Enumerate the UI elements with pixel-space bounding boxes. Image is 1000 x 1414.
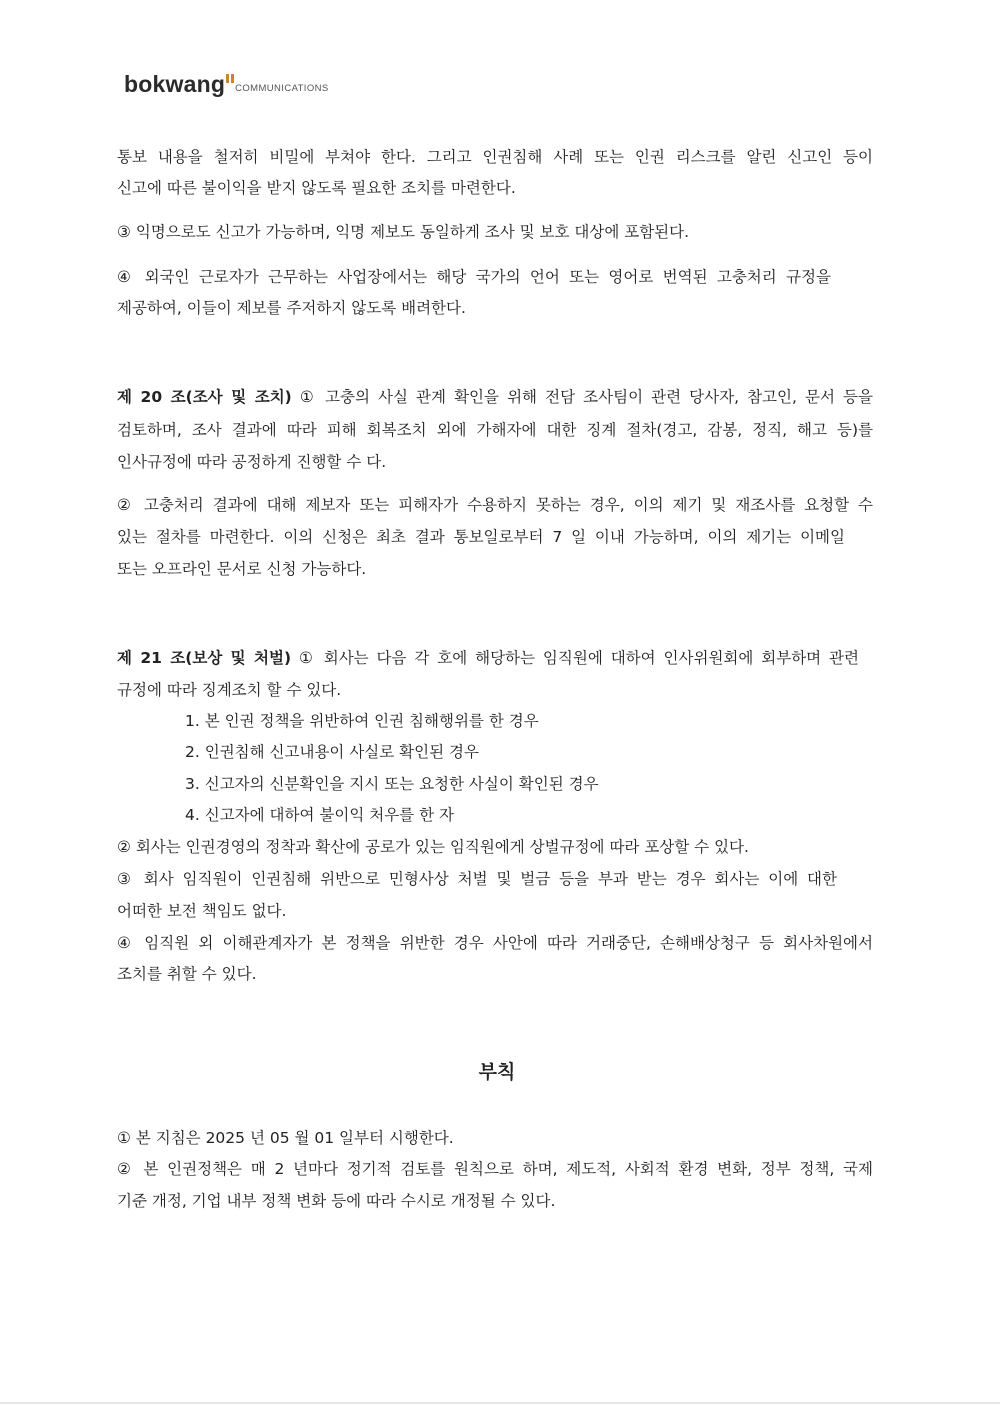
list-item: 4. 신고자에 대하여 불이익 처우를 한 자 (185, 806, 454, 824)
article-21-clause-4-cont: 조치를 취할 수 있다. (117, 965, 257, 983)
article-21-clause-3-cont: 어떠한 보전 책임도 없다. (117, 902, 287, 920)
article-21-clause-1: ① 회사는 다음 각 호에 해당하는 임직원에 대하여 인사위원회에 회부하며 관련 (291, 649, 859, 667)
article-20-clause-1: ① 고충의 사실 관계 확인을 위해 전담 조사팀이 관련 당사자, 참고인, 문서 등을 (291, 388, 873, 406)
logo-subtitle: COMMUNICATIONS (235, 83, 329, 94)
article-20-line: 검토하며, 조사 결과에 따라 피해 회복조치 외에 가해자에 대한 징계 절차(경고, 감봉, 정직, 해고 등)를 (117, 421, 873, 439)
article-20-heading: 제 20 조(조사 및 조치) (117, 388, 292, 406)
list-item: 2. 인권침해 신고내용이 사실로 확인된 경우 (185, 743, 479, 761)
article-19-line: 통보 내용을 철저히 비밀에 부쳐야 한다. 그리고 인권침해 사례 또는 인권 리스크를 알린 신고인 등이 (117, 148, 873, 166)
appendix-title: 부칙 (478, 1061, 516, 1083)
article-20-clause-2-cont: 또는 오프라인 문서로 신청 가능하다. (117, 560, 367, 578)
article-21-clause-4: ④ 임직원 외 이해관계자가 본 정책을 위반한 경우 사안에 따라 거래중단, 손해배상청구 등 회사차원에서 (117, 934, 873, 952)
article-20-first-line (117, 387, 873, 407)
article-19-clause-4-cont: 제공하여, 이들이 제보를 주저하지 않도록 배려한다. (117, 299, 466, 317)
article-19-line: 신고에 따른 불이익을 받지 않도록 필요한 조치를 마련한다. (117, 179, 516, 197)
logo-accent-icon (226, 74, 234, 83)
company-logo (124, 72, 329, 96)
article-21-first-line (117, 648, 859, 668)
article-21-heading: 제 21 조(보상 및 처벌) (117, 649, 292, 667)
appendix-clause-2: ② 본 인권정책은 매 2 년마다 정기적 검토를 원칙으로 하며, 제도적, 사회적 환경 변화, 정부 정책, 국제 (117, 1160, 873, 1178)
appendix-clause-2-cont: 기준 개정, 기업 내부 정책 변화 등에 따라 수시로 개정될 수 있다. (117, 1192, 556, 1210)
article-21-clause-3: ③ 회사 임직원이 인권침해 위반으로 민형사상 처벌 및 벌금 등을 부과 받는 경우 회사는 이에 대한 (117, 870, 837, 888)
article-20-line: 인사규정에 따라 공정하게 진행할 수 다. (117, 453, 387, 471)
article-19-clause-4: ④ 외국인 근로자가 근무하는 사업장에서는 해당 국가의 언어 또는 영어로 번역된 고충처리 규정을 (117, 268, 831, 286)
article-20-clause-2: ② 고충처리 결과에 대해 제보자 또는 피해자가 수용하지 못하는 경우, 이의 제기 및 재조사를 요청할 수 (117, 496, 873, 514)
page-bottom-divider (0, 1402, 1000, 1404)
appendix-clause-1: ① 본 지침은 2025 년 05 월 01 일부터 시행한다. (117, 1129, 454, 1147)
article-21-line: 규정에 따라 징계조치 할 수 있다. (117, 681, 342, 699)
article-19-clause-3: ③ 익명으로도 신고가 가능하며, 익명 제보도 동일하게 조사 및 보호 대상에 포함된다. (117, 223, 690, 241)
article-21-clause-2: ② 회사는 인권경영의 정착과 확산에 공로가 있는 임직원에게 상벌규정에 따라 포상할 수 있다. (117, 838, 749, 856)
list-item: 3. 신고자의 신분확인을 지시 또는 요청한 사실이 확인된 경우 (185, 775, 599, 793)
article-20-clause-2-cont: 있는 절차를 마련한다. 이의 신청은 최초 결과 통보일로부터 7 일 이내 가능하며, 이의 제기는 이메일 (117, 528, 845, 546)
logo-wordmark: bokwang (124, 71, 226, 97)
list-item: 1. 본 인권 정책을 위반하여 인권 침해행위를 한 경우 (185, 712, 539, 730)
